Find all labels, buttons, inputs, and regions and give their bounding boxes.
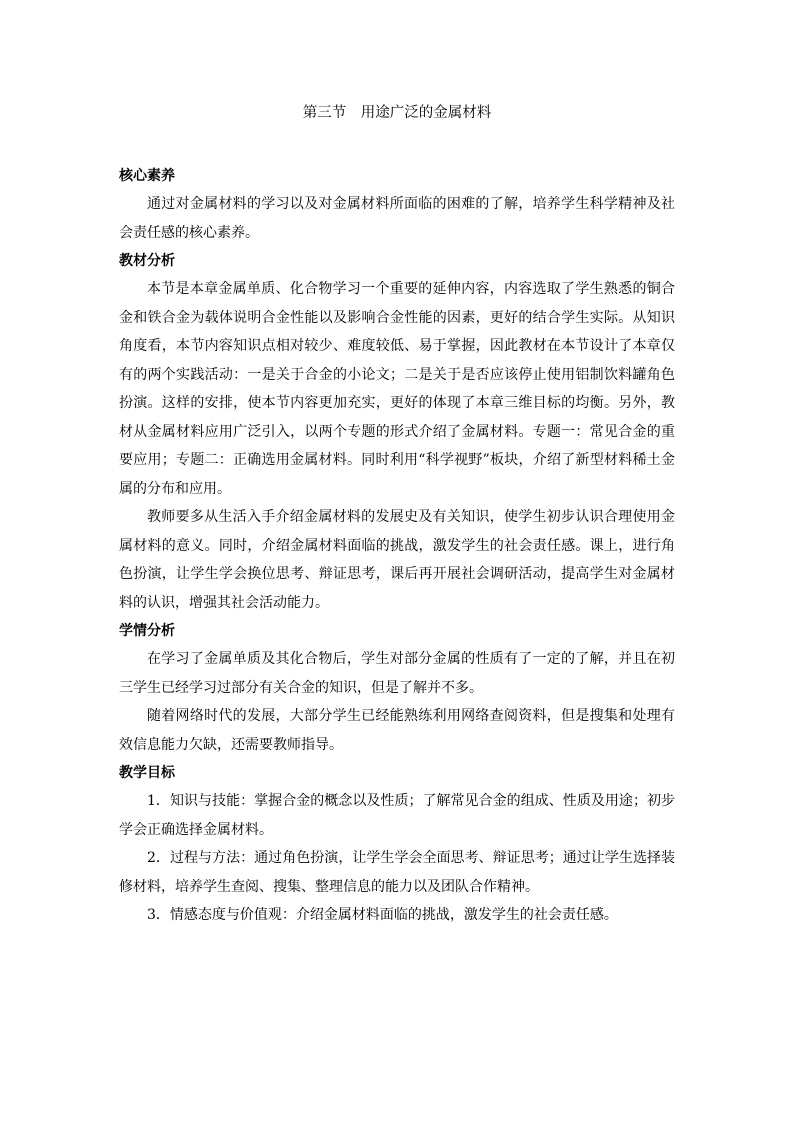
objective-item: 1．知识与技能：掌握合金的概念以及性质；了解常见合金的组成、性质及用途；初步学会正确选择金属材料。	[119, 793, 675, 838]
objective-item: 3．情感态度与价值观：介绍金属材料面临的挑战，激发学生的社会责任感。	[147, 907, 618, 923]
section-heading: 核心素养	[119, 168, 175, 184]
paragraph: 随着网络时代的发展，大部分学生已经能熟练利用网络查阅资料，但是搜集和处理有效信息能力欠缺，还需要教师指导。	[119, 708, 675, 753]
section-heading: 学情分析	[119, 623, 175, 639]
document-page	[119, 98, 675, 930]
section-student-analysis	[119, 617, 675, 759]
section-teaching-objectives	[119, 759, 675, 930]
objective-item: 2．过程与方法：通过角色扮演，让学生学会全面思考、辩证思考；通过让学生选择装修材料，培养学生查阅、搜集、整理信息的能力以及团队合作精神。	[119, 850, 675, 895]
section-heading: 教材分析	[119, 253, 175, 269]
section-textbook-analysis	[119, 247, 675, 617]
section-heading: 教学目标	[119, 765, 175, 781]
paragraph: 本节是本章金属单质、化合物学习一个重要的延伸内容，内容选取了学生熟悉的铜合金和铁合金为载体说明合金性能以及影响合金性能的因素，更好的结合学生实际。从知识角度看，本节内容知识点相对较少、难度较低、易于掌握，因此教材在本节设计了本章仅有的两个实践活动：一是关于合金的小论文；二是关于是否应该停止使用铝制饮料罐角色扮演。这样的安排，使本节内容更加充实，更好的体现了本章三维目标的均衡。另外，教材从金属材料应用广泛引入，以两个专题的形式介绍了金属材料。专题一：常见合金的重要应用；专题二：正确选用金属材料。同时利用“科学视野”板块，介绍了新型材料稀土金属的分布和应用。	[119, 281, 675, 497]
paragraph: 在学习了金属单质及其化合物后，学生对部分金属的性质有了一定的了解，并且在初三学生已经学习过部分有关合金的知识，但是了解并不多。	[119, 651, 675, 696]
paragraph: 通过对金属材料的学习以及对金属材料所面临的困难的了解，培养学生科学精神及社会责任感的核心素养。	[119, 196, 675, 241]
paragraph: 教师要多从生活入手介绍金属材料的发展史及有关知识，使学生初步认识合理使用金属材料的意义。同时，介绍金属材料面临的挑战，激发学生的社会责任感。课上，进行角色扮演，让学生学会换位思考、辩证思考，课后再开展社会调研活动，提高学生对金属材料的认识，增强其社会活动能力。	[119, 509, 675, 611]
document-title: 第三节 用途广泛的金属材料	[302, 105, 492, 121]
section-core-literacy	[119, 162, 675, 247]
